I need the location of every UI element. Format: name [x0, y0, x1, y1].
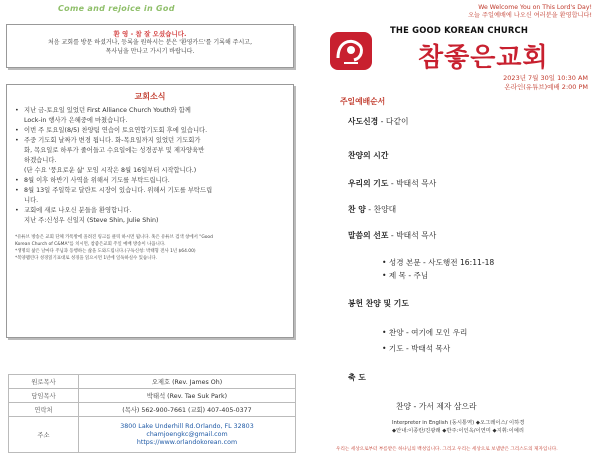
order-item — [348, 372, 366, 383]
news-footnotes — [15, 234, 285, 262]
staff-table — [8, 374, 296, 453]
order-label: 사도신경 — [348, 117, 379, 126]
order-value: - 다같이 — [380, 117, 409, 126]
order-item — [348, 116, 409, 127]
staff-label: 담임목사 — [9, 389, 79, 403]
news-item: • 이번 주 토요일(8/5) 찬양팀 연습이 토요연합기도회 후에 있습니다. — [15, 126, 285, 136]
news-item: • 주중 기도회 날짜가 변경 됩니다. 화-목요일까지 있었던 기도회가 — [15, 136, 285, 146]
staff-value: (목사) 562-900-7661 (교회) 407-405-0377 — [79, 403, 296, 417]
interpreter-line: ◆안내:이종란/진광래 ◆반주:이인옥/이연미 ◆지휘:이예리 — [392, 428, 524, 434]
order-item — [348, 230, 436, 241]
order-title: 주일예배순서 — [340, 97, 386, 106]
news-item: 니다. — [24, 197, 39, 204]
welcome-line: 처음 교회를 방문 하셨거나, 등록을 원하시는 분은 '환영카드'를 기록해 주시고, — [48, 39, 252, 46]
news-item: • 지난 금-토요일 있었던 First Alliance Church Youth와 함께 — [15, 106, 285, 116]
news-item: 화, 목요일로 하루가 줄어들고 수요일에는 성경공부 및 제자양육반 — [24, 147, 205, 154]
service-datetime — [503, 74, 588, 92]
staff-label: 원로목사 — [9, 375, 79, 389]
staff-value: 박태석 (Rev. Tae Suk Park) — [79, 389, 296, 403]
order-label: 축 도 — [348, 373, 366, 382]
table-row — [9, 417, 296, 453]
offering-prayer: • 기도 - 박태석 목사 — [382, 344, 451, 353]
footnote: *생명의 삶은 날마다 주님과 동행하는 삶을 도와드립니다.(구독신청: 박태형 전사 1년 $64.00) — [15, 249, 196, 254]
right-panel — [300, 0, 600, 464]
news-item: • 8월 13일 주일학교 달란트 시장이 있습니다. 위해서 기도를 부탁드립 — [15, 186, 285, 196]
order-label: 봉헌 찬양 및 기도 — [348, 299, 409, 308]
welcome-title: 환 영 - 참 잘 오셨습니다. — [113, 30, 187, 38]
order-value: - 박태석 목사 — [390, 179, 437, 188]
footnote: Korean Church of C&MA"를 치시면, 참좋은교회 주일 예배 방송이 나옵니다. — [15, 242, 166, 247]
order-label: 우리의 기도 — [348, 179, 389, 188]
news-item: 지난 주:신성우 신일지 (Steve Shin, Julie Shin) — [24, 217, 159, 224]
website-link[interactable]: https://www.orlandokorean.com — [136, 438, 238, 446]
order-item — [348, 204, 396, 215]
table-row — [9, 403, 296, 417]
order-value: - 찬양대 — [368, 205, 397, 214]
email-link[interactable]: chamjoengkc@gmail.com — [146, 430, 228, 438]
staff-value: 오제호 (Rev. James Oh) — [79, 375, 296, 389]
online-time: 온라인(유튜브)예배 2:00 PM — [504, 83, 588, 91]
address-label: 주소 — [9, 417, 79, 453]
order-label: 찬 양 — [348, 205, 366, 214]
news-list — [15, 106, 285, 226]
church-name-ko: 참좋은교회 — [418, 43, 549, 73]
news-box — [6, 84, 294, 338]
news-item: • 8월 이후 하반기 사역을 위해서 기도를 부탁드립니다. — [15, 176, 285, 186]
staff-label: 연락처 — [9, 403, 79, 417]
interpreter-info — [392, 419, 524, 435]
table-row — [9, 375, 296, 389]
address-line: 3800 Lake Underhill Rd.Orlando, FL 32803 — [120, 422, 254, 430]
church-name-en: THE GOOD KOREAN CHURCH — [390, 25, 529, 35]
sermon-text: • 성경 본문 - 사도행전 16:11-18 — [382, 258, 495, 267]
order-item — [348, 298, 409, 309]
address-value — [79, 417, 296, 453]
news-item: (단 수요 '풍요로운 삶' 모임 시작은 8월 16일부터 시작합니다.) — [24, 167, 197, 174]
news-item: • 교회에 새로 나오신 분들을 환영합니다. — [15, 206, 285, 216]
news-item: 하겠습니다. — [24, 157, 57, 164]
footnote: *복양팸린다 성경읽기표대로 성경을 읽으시면 1년에 일독하실수 있습니다. — [15, 256, 158, 261]
welcome-en: We Welcome You on This Lord's Day! — [478, 4, 592, 11]
sermon-title: • 제 목 - 주님 — [382, 271, 429, 280]
welcome-box — [6, 24, 294, 68]
welcome-message — [468, 4, 592, 20]
offering-song: • 찬양 - 여기에 모인 우리 — [382, 328, 468, 337]
order-item — [348, 178, 436, 189]
news-title: 교회소식 — [134, 92, 166, 101]
order-value: - 박태석 목사 — [390, 231, 437, 240]
closing-song: 찬양 - 가서 제자 삼으라 — [396, 402, 477, 411]
news-item: Lock-in 행사가 은혜중에 마쳤습니다. — [24, 117, 128, 124]
service-time: 2023년 7월 30일 10:30 AM — [503, 74, 588, 82]
table-row — [9, 389, 296, 403]
church-logo-icon — [328, 30, 374, 72]
welcome-ko: 오늘 주일예배에 나오신 여러분을 환영합니다! — [468, 12, 592, 19]
footnote: *유튜브 방송은 교회 단체 카톡방에 올려진 링크를 클릭 하시면 됩니다. 혹은 유튜브 검색 창에서 "Good — [15, 235, 213, 240]
welcome-line: 목사님을 만나고 가시기 바랍니다. — [105, 48, 195, 55]
footer-note: 우리는 세상으로부터 부름받은 하나님의 백성입니다. 그리고 우리는 세상으로 보냄받은 그리스도의 제자입니다. — [336, 447, 558, 452]
interpreter-line: Interpreter in English (동시통역) ◆오그레이스/ 이하경 — [392, 420, 525, 426]
order-item — [348, 150, 388, 161]
order-label: 찬양의 시간 — [348, 151, 389, 160]
tagline: Come and rejoice in God — [58, 4, 175, 13]
order-label: 말씀의 선포 — [348, 231, 389, 240]
